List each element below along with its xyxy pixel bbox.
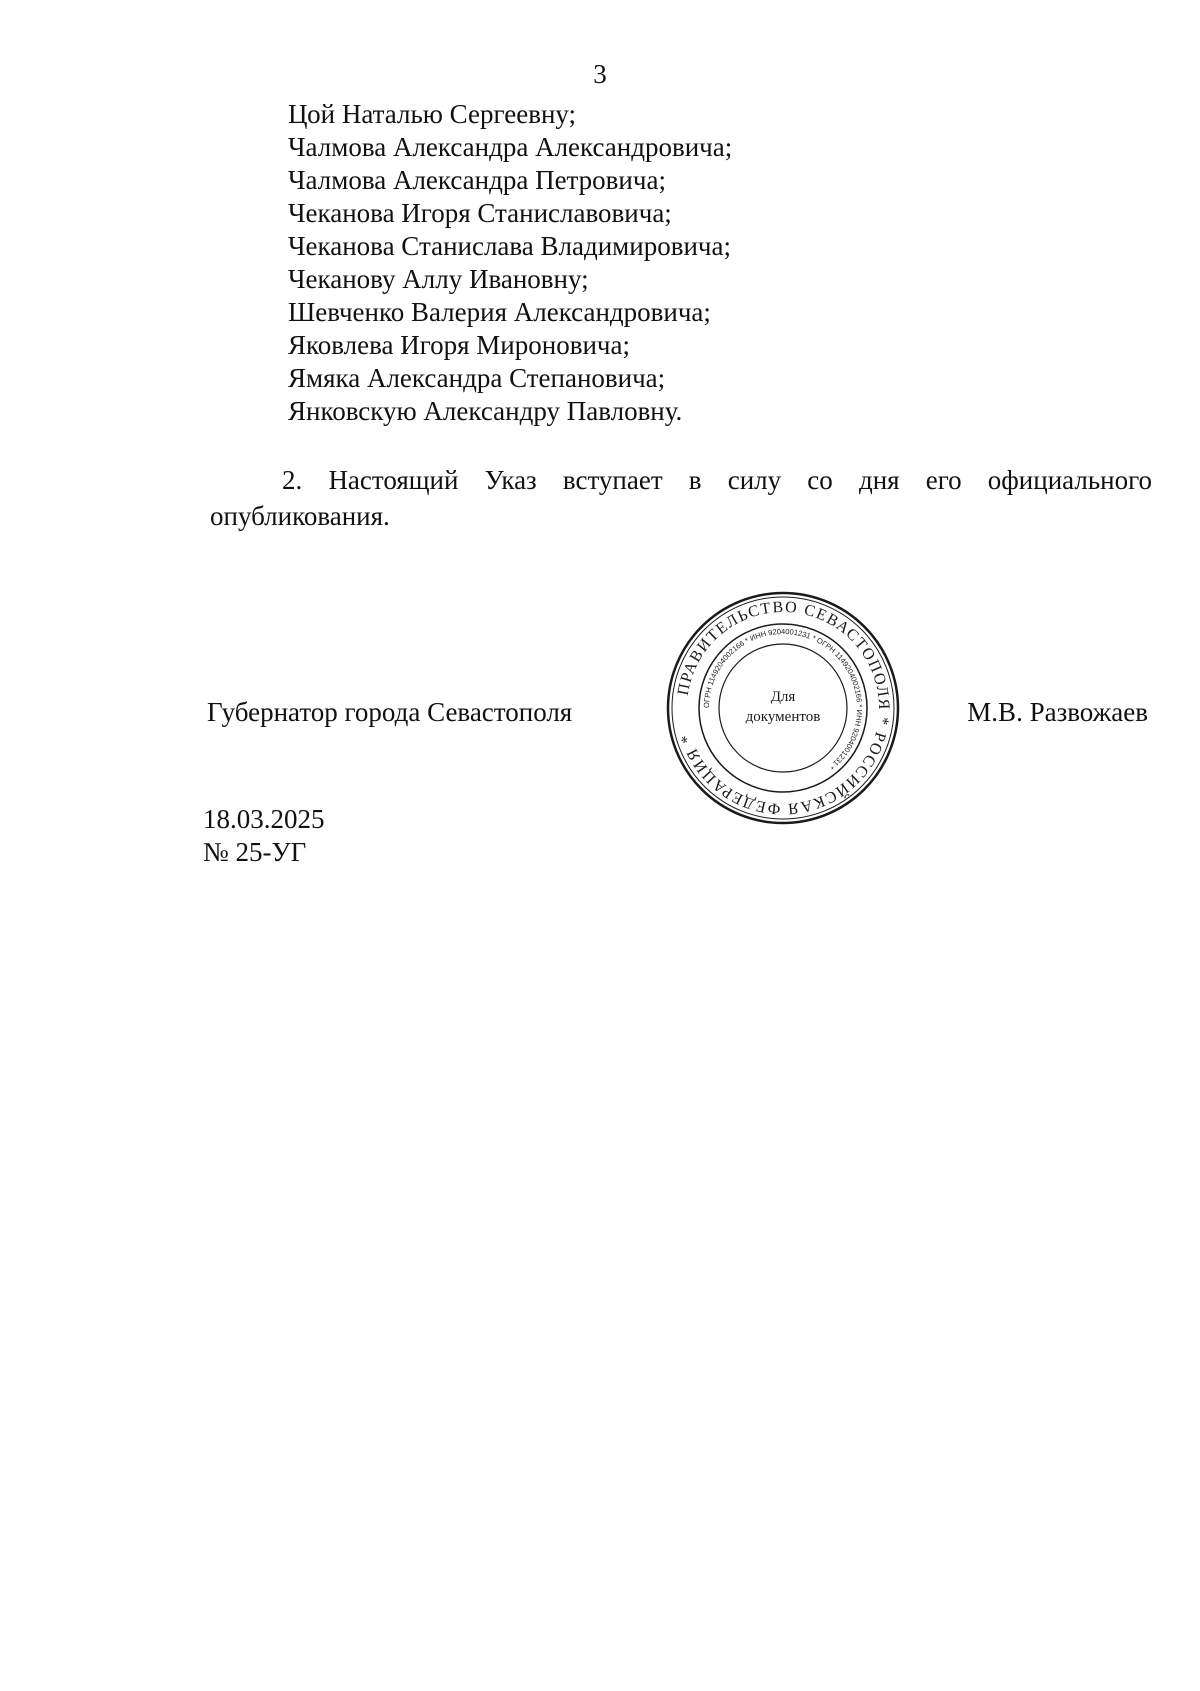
seal-center-line1: Для bbox=[770, 689, 796, 705]
signature-name: М.В. Развожаев bbox=[967, 697, 1148, 727]
document-number: № 25-УГ bbox=[203, 837, 307, 867]
list-item: Янковскую Александру Павловну. bbox=[288, 396, 683, 426]
list-item: Шевченко Валерия Александровича; bbox=[288, 297, 711, 327]
seal-inner-ring bbox=[719, 644, 847, 772]
list-item: Чеканову Аллу Ивановну; bbox=[288, 264, 589, 294]
list-item: Цой Наталью Сергеевну; bbox=[288, 99, 577, 129]
list-item: Чеканова Игоря Станиславовича; bbox=[288, 198, 672, 228]
seal-middle-ring bbox=[699, 624, 867, 792]
clause-text: Настоящий Указ вступает в силу со дня его официального опубликования. bbox=[210, 465, 1153, 531]
seal-outer-textpath: ПРАВИТЕЛЬСТВО СЕВАСТОПОЛЯ * РОССИЙСКАЯ ФЕДЕРАЦИЯ * bbox=[674, 598, 893, 818]
list-item: Чалмова Александра Петровича; bbox=[288, 165, 666, 195]
official-seal bbox=[665, 590, 901, 826]
clause-paragraph bbox=[210, 462, 1152, 534]
list-item: Чеканова Станислава Владимировича; bbox=[288, 231, 731, 261]
seal-center-line2: документов bbox=[745, 709, 821, 725]
list-item: Яковлева Игоря Мироновича; bbox=[288, 330, 630, 360]
seal-inner-textpath: ОГРН 1149204002166 * ИНН 9204001231 * ОГРН 1149204002166 * ИНН 9204001231 * bbox=[701, 626, 865, 772]
signature-title: Губернатор города Севастополя bbox=[207, 697, 573, 727]
clause-number: 2. bbox=[282, 465, 303, 495]
name-list bbox=[288, 98, 732, 428]
list-item: Ямяка Александра Степановича; bbox=[288, 363, 666, 393]
list-item: Чалмова Александра Александровича; bbox=[288, 132, 733, 162]
document-date: 18.03.2025 bbox=[203, 804, 325, 834]
page-number: 3 bbox=[593, 59, 607, 89]
